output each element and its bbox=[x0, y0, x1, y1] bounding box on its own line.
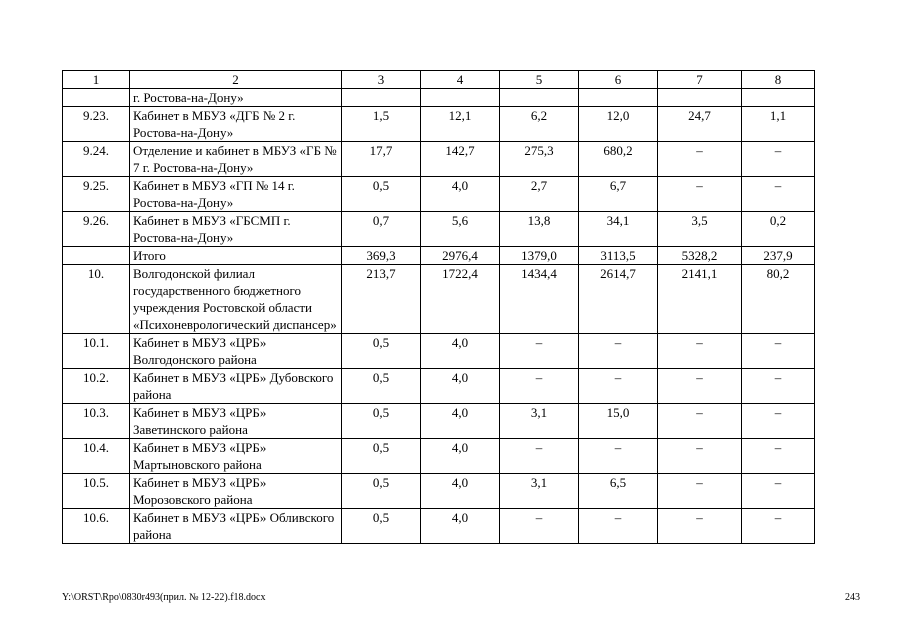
value-cell: 34,1 bbox=[579, 212, 658, 247]
value-cell bbox=[658, 89, 742, 107]
table-row bbox=[63, 369, 815, 404]
value-cell: – bbox=[658, 474, 742, 509]
row-name-cell: Кабинет в МБУЗ «ЦРБ» Обливского района bbox=[130, 509, 342, 544]
table-row bbox=[63, 439, 815, 474]
value-cell: – bbox=[579, 439, 658, 474]
table-row bbox=[63, 474, 815, 509]
value-cell: – bbox=[742, 509, 815, 544]
value-cell: – bbox=[742, 404, 815, 439]
table-row bbox=[63, 142, 815, 177]
value-cell: 142,7 bbox=[421, 142, 500, 177]
header-cell: 7 bbox=[658, 71, 742, 89]
row-name-cell: Кабинет в МБУЗ «ЦРБ» Мартыновского района bbox=[130, 439, 342, 474]
value-cell: – bbox=[500, 439, 579, 474]
value-cell: 1,5 bbox=[342, 107, 421, 142]
footer-file-path: Y:\ORST\Rpo\0830r493(прил. № 12-22).f18.docx bbox=[62, 592, 266, 603]
value-cell: 275,3 bbox=[500, 142, 579, 177]
value-cell: – bbox=[658, 369, 742, 404]
value-cell bbox=[342, 89, 421, 107]
value-cell: 13,8 bbox=[500, 212, 579, 247]
value-cell: 17,7 bbox=[342, 142, 421, 177]
value-cell bbox=[742, 89, 815, 107]
value-cell bbox=[421, 89, 500, 107]
value-cell: 0,5 bbox=[342, 439, 421, 474]
value-cell: 369,3 bbox=[342, 247, 421, 265]
row-number-cell: 10.1. bbox=[63, 334, 130, 369]
value-cell: – bbox=[579, 369, 658, 404]
table-row bbox=[63, 265, 815, 334]
row-name-cell: Итого bbox=[130, 247, 342, 265]
table-row bbox=[63, 404, 815, 439]
value-cell: – bbox=[500, 334, 579, 369]
value-cell: 4,0 bbox=[421, 474, 500, 509]
value-cell: 213,7 bbox=[342, 265, 421, 334]
value-cell: 6,2 bbox=[500, 107, 579, 142]
value-cell: 3,5 bbox=[658, 212, 742, 247]
value-cell: 680,2 bbox=[579, 142, 658, 177]
row-name-cell: Кабинет в МБУЗ «ГБСМП г. Ростова-на-Дону» bbox=[130, 212, 342, 247]
row-number-cell: 9.25. bbox=[63, 177, 130, 212]
value-cell: 3,1 bbox=[500, 404, 579, 439]
value-cell: – bbox=[579, 334, 658, 369]
header-cell: 2 bbox=[130, 71, 342, 89]
table-row bbox=[63, 509, 815, 544]
value-cell: – bbox=[742, 439, 815, 474]
value-cell: 12,0 bbox=[579, 107, 658, 142]
value-cell: – bbox=[742, 142, 815, 177]
value-cell: – bbox=[500, 509, 579, 544]
value-cell: 2976,4 bbox=[421, 247, 500, 265]
row-name-cell: Кабинет в МБУЗ «ГП № 14 г. Ростова-на-Дону» bbox=[130, 177, 342, 212]
header-cell: 4 bbox=[421, 71, 500, 89]
row-number-cell bbox=[63, 247, 130, 265]
row-number-cell: 9.24. bbox=[63, 142, 130, 177]
table-row bbox=[63, 177, 815, 212]
value-cell: 3,1 bbox=[500, 474, 579, 509]
row-name-cell: Кабинет в МБУЗ «ЦРБ» Дубовского района bbox=[130, 369, 342, 404]
row-number-cell: 9.26. bbox=[63, 212, 130, 247]
value-cell: 0,5 bbox=[342, 404, 421, 439]
value-cell: – bbox=[658, 177, 742, 212]
table-row bbox=[63, 89, 815, 107]
value-cell: 0,5 bbox=[342, 177, 421, 212]
value-cell: 4,0 bbox=[421, 334, 500, 369]
row-number-cell: 10. bbox=[63, 265, 130, 334]
value-cell: – bbox=[500, 369, 579, 404]
value-cell: 2614,7 bbox=[579, 265, 658, 334]
value-cell: 1434,4 bbox=[500, 265, 579, 334]
value-cell: 12,1 bbox=[421, 107, 500, 142]
value-cell: 5,6 bbox=[421, 212, 500, 247]
value-cell: – bbox=[658, 439, 742, 474]
row-number-cell: 10.3. bbox=[63, 404, 130, 439]
table-row bbox=[63, 334, 815, 369]
row-number-cell: 10.2. bbox=[63, 369, 130, 404]
value-cell: 0,5 bbox=[342, 369, 421, 404]
value-cell: – bbox=[658, 334, 742, 369]
value-cell: – bbox=[742, 369, 815, 404]
value-cell: 4,0 bbox=[421, 369, 500, 404]
value-cell: 237,9 bbox=[742, 247, 815, 265]
value-cell: – bbox=[579, 509, 658, 544]
data-table bbox=[62, 70, 815, 544]
row-name-cell: Кабинет в МБУЗ «ДГБ № 2 г. Ростова-на-Дону» bbox=[130, 107, 342, 142]
value-cell: – bbox=[658, 142, 742, 177]
value-cell: 0,5 bbox=[342, 334, 421, 369]
value-cell: – bbox=[742, 177, 815, 212]
row-name-cell: Волгодонской филиал государственного бюджетного учреждения Ростовской области «Психоневрологический диспансер» bbox=[130, 265, 342, 334]
value-cell: 24,7 bbox=[658, 107, 742, 142]
value-cell bbox=[579, 89, 658, 107]
header-row bbox=[63, 71, 815, 89]
value-cell: 0,5 bbox=[342, 509, 421, 544]
value-cell: – bbox=[742, 334, 815, 369]
value-cell bbox=[500, 89, 579, 107]
value-cell: – bbox=[742, 474, 815, 509]
value-cell: 4,0 bbox=[421, 177, 500, 212]
row-number-cell: 10.5. bbox=[63, 474, 130, 509]
row-number-cell bbox=[63, 89, 130, 107]
row-name-cell: Кабинет в МБУЗ «ЦРБ» Заветинского района bbox=[130, 404, 342, 439]
header-cell: 5 bbox=[500, 71, 579, 89]
value-cell: 6,7 bbox=[579, 177, 658, 212]
value-cell: 0,5 bbox=[342, 474, 421, 509]
table-row bbox=[63, 107, 815, 142]
header-cell: 8 bbox=[742, 71, 815, 89]
value-cell: 6,5 bbox=[579, 474, 658, 509]
row-name-cell: Отделение и кабинет в МБУЗ «ГБ № 7 г. Ростова-на-Дону» bbox=[130, 142, 342, 177]
footer-page-number: 243 bbox=[845, 592, 860, 603]
value-cell: 1722,4 bbox=[421, 265, 500, 334]
value-cell: 3113,5 bbox=[579, 247, 658, 265]
value-cell: – bbox=[658, 509, 742, 544]
row-name-cell: г. Ростова-на-Дону» bbox=[130, 89, 342, 107]
value-cell: 2141,1 bbox=[658, 265, 742, 334]
row-number-cell: 10.6. bbox=[63, 509, 130, 544]
header-cell: 1 bbox=[63, 71, 130, 89]
row-name-cell: Кабинет в МБУЗ «ЦРБ» Волгодонского района bbox=[130, 334, 342, 369]
value-cell: 4,0 bbox=[421, 509, 500, 544]
value-cell: 4,0 bbox=[421, 439, 500, 474]
row-number-cell: 9.23. bbox=[63, 107, 130, 142]
header-cell: 6 bbox=[579, 71, 658, 89]
value-cell: 2,7 bbox=[500, 177, 579, 212]
table-row bbox=[63, 247, 815, 265]
value-cell: 80,2 bbox=[742, 265, 815, 334]
row-name-cell: Кабинет в МБУЗ «ЦРБ» Морозовского района bbox=[130, 474, 342, 509]
value-cell: 1,1 bbox=[742, 107, 815, 142]
value-cell: 0,7 bbox=[342, 212, 421, 247]
row-number-cell: 10.4. bbox=[63, 439, 130, 474]
value-cell: – bbox=[658, 404, 742, 439]
value-cell: 15,0 bbox=[579, 404, 658, 439]
table-row bbox=[63, 212, 815, 247]
value-cell: 1379,0 bbox=[500, 247, 579, 265]
header-cell: 3 bbox=[342, 71, 421, 89]
value-cell: 0,2 bbox=[742, 212, 815, 247]
value-cell: 4,0 bbox=[421, 404, 500, 439]
value-cell: 5328,2 bbox=[658, 247, 742, 265]
